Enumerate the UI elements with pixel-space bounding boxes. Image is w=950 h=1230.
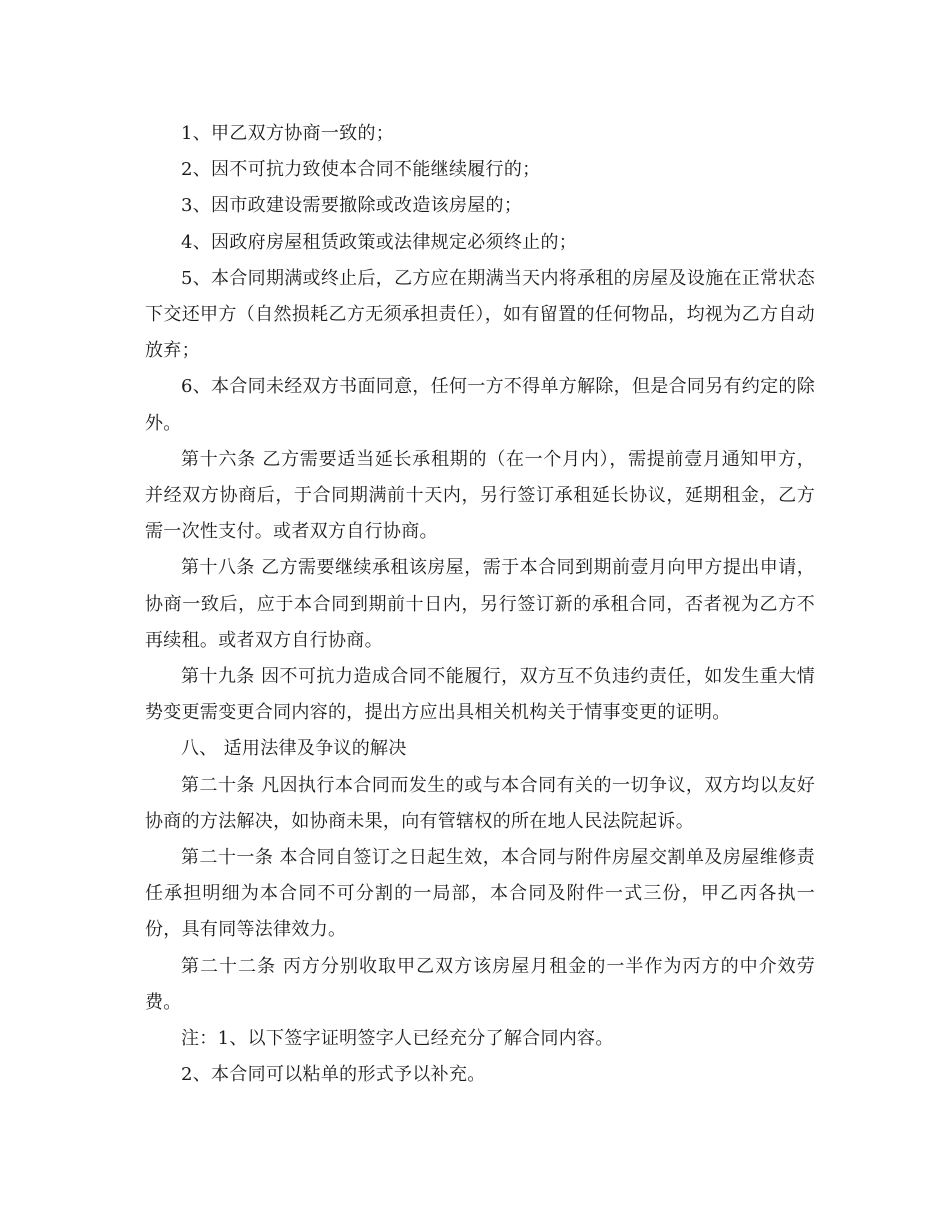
article-20: 第二十条 凡因执行本合同而发生的或与本合同有关的一切争议，双方均以友好协商的方法解决，如协商未果，向有管辖权的所在地人民法院起诉。 bbox=[145, 774, 815, 832]
section-heading-8: 八、 适用法律及争议的解决 bbox=[181, 738, 407, 760]
paragraph-6: 6、本合同未经双方书面同意，任何一方不得单方解除，但是合同另有约定的除外。 bbox=[145, 376, 815, 434]
paragraph-1: 1、甲乙双方协商一致的； bbox=[181, 123, 395, 144]
note-1: 注：1、以下签字证明签字人已经充分了解合同内容。 bbox=[181, 1028, 614, 1050]
article-22: 第二十二条 丙方分别收取甲乙双方该房屋月租金的一半作为丙方的中介效劳费。 bbox=[145, 955, 815, 1013]
document-body bbox=[145, 116, 815, 1093]
note-2: 2、本合同可以粘单的形式予以补充。 bbox=[181, 1064, 486, 1086]
paragraph-5: 5、本合同期满或终止后，乙方应在期满当天内将承租的房屋及设施在正常状态下交还甲方（自然损耗乙方无须承担责任），如有留置的任何物品，均视为乙方自动放弃； bbox=[145, 267, 815, 362]
paragraph-3: 3、因市政建设需要撤除或改造该房屋的； bbox=[181, 195, 523, 217]
article-18: 第十八条 乙方需要继续承租该房屋，需于本合同到期前壹月向甲方提出申请，协商一致后，应于本合同到期前十日内，另行签订新的承租合同，否者视为乙方不再续租。或者双方自行协商。 bbox=[145, 557, 815, 651]
article-21: 第二十一条 本合同自签订之日起生效，本合同与附件房屋交割单及房屋维修责任承担明细为本合同不可分割的一局部，本合同及附件一式三份，甲乙丙各执一份，具有同等法律效力。 bbox=[145, 847, 815, 941]
article-19: 第十九条 因不可抗力造成合同不能履行，双方互不负违约责任，如发生重大情势变更需变更合同内容的，提出方应出具相关机构关于情事变更的证明。 bbox=[145, 666, 815, 724]
paragraph-2: 2、因不可抗力致使本合同不能继续履行的； bbox=[181, 159, 541, 181]
article-16: 第十六条 乙方需要适当延长承租期的（在一个月内），需提前壹月通知甲方，并经双方协商后，于合同期满前十天内，另行签订承租延长协议，延期租金，乙方需一次性支付。或者双方自行协商。 bbox=[145, 448, 815, 543]
paragraph-4: 4、因政府房屋租赁政策或法律规定必须终止的； bbox=[181, 231, 578, 253]
